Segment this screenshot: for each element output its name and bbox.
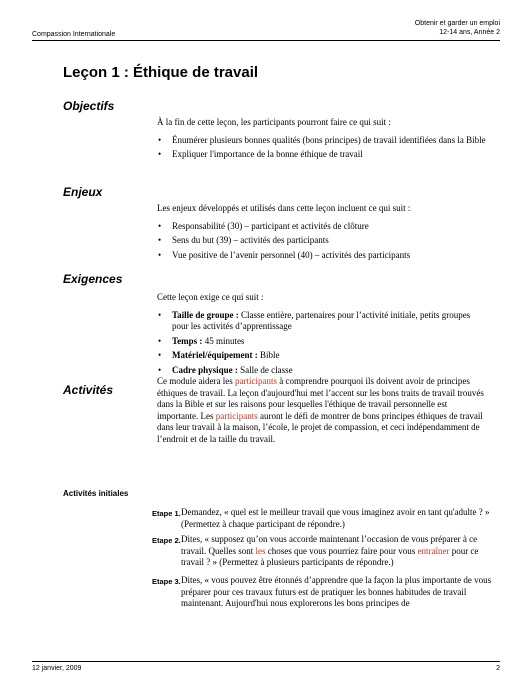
- section-body-enjeux: [157, 203, 487, 264]
- activites-paragraph: [157, 376, 487, 446]
- footer-page-number: 2: [496, 665, 500, 672]
- section-body-activites: [157, 376, 487, 446]
- step-3: [152, 575, 492, 610]
- item-label: Cadre physique :: [172, 364, 238, 375]
- text-run: auront le défi de montrer de bons principes éthiques de travail dans leur travail à la maison, l’école, le projet de compassion, et ceci indépendamment de l’endroit et de la taille du travail.: [157, 410, 483, 444]
- item-label: Taille de groupe :: [172, 309, 239, 320]
- step-label: Etape 2.: [152, 536, 181, 545]
- list-item: [157, 310, 487, 333]
- section-heading-exigences: Exigences: [63, 272, 123, 286]
- section-heading-enjeux: Enjeux: [63, 185, 103, 199]
- step-text: [152, 534, 492, 569]
- text-run: Dites, « supposez qu’on vous accorde maintenant l’occasion de vous préparer à ce travail. Quelles sont: [181, 534, 478, 556]
- text-run: choses que vous pourriez faire pour vous: [265, 545, 418, 556]
- step-text: Demandez, « quel est le meilleur travail que vous imaginez avoir en tant qu'adulte ? » (Permettez à chaque participant de répondre.): [181, 507, 490, 529]
- header-doc-title: Obtenir et garder un emploi: [414, 20, 500, 27]
- section-body-objectifs: [157, 117, 487, 164]
- list-item: • Expliquer l'importance de la bonne éthique de travail: [157, 149, 487, 161]
- enjeux-list: [157, 221, 487, 262]
- highlighted-word: entraîner: [417, 545, 450, 556]
- highlighted-word: les: [255, 545, 266, 556]
- text-run: pour ce travail ? » (Permettez à plusieurs participants de répondre.): [181, 545, 479, 568]
- exigences-list: [157, 310, 487, 377]
- header-doc-info: [415, 19, 500, 37]
- exigences-intro: Cette leçon exige ce qui suit :: [157, 292, 264, 302]
- text-run: Ce module aidera les: [157, 376, 235, 386]
- footer-rule: [32, 661, 500, 662]
- text-run: à comprendre pourquoi ils doivent avoir de principes éthiques de travail. La leçon d'aujourd'hui met l’accent sur les bons traits de travail trouvés dans la Bible et sur les raisons pour lesquelles l'éthique de travail personnelle est importante. Les: [157, 376, 484, 421]
- item-label: Temps :: [172, 335, 203, 346]
- list-item: [157, 365, 487, 377]
- objectifs-list: [157, 135, 487, 161]
- item-text: Classe entière, partenaires pour l’activité initiale, petits groupes pour les activités d’apprentissage: [172, 309, 471, 332]
- list-item: • Vue positive de l’avenir personnel (40) – activités des participants: [157, 250, 487, 262]
- step-1: [152, 507, 492, 530]
- section-heading-activites: Activités: [63, 383, 114, 397]
- section-body-exigences: [157, 292, 487, 380]
- item-text: 45 minutes: [202, 335, 245, 346]
- list-item: [157, 336, 487, 348]
- item-label: Matériel/équipement :: [172, 350, 258, 361]
- list-item: • Sens du but (39) – activités des participants: [157, 235, 487, 247]
- list-item: • Énumérer plusieurs bonnes qualités (bons principes) de travail identifiées dans la Bible: [157, 135, 487, 147]
- step-label: Etape 3.: [152, 577, 181, 586]
- item-text: Salle de classe: [237, 364, 293, 375]
- header-audience: 12-14 ans, Année 2: [439, 29, 500, 36]
- list-item: • Responsabilité (30) – participant et activités de clôture: [157, 221, 487, 233]
- step-2: [152, 534, 492, 569]
- section-heading-objectifs: Objectifs: [63, 99, 115, 113]
- list-item: [157, 350, 487, 362]
- objectifs-intro: À la fin de cette leçon, les participants pourront faire ce qui suit :: [157, 117, 391, 127]
- highlighted-word: participants: [215, 410, 258, 421]
- highlighted-word: participants: [234, 376, 277, 386]
- header-org: Compassion Internationale: [32, 31, 116, 38]
- step-label: Etape 1.: [152, 509, 181, 518]
- step-text: Dites, « vous pouvez être étonnés d’apprendre que la façon la plus importante de vous préparer pour ces travaux futurs est de pratiquer les bonnes habitudes de travail maintenant. Aujourd'hui nous explorerons les bons principes de: [181, 575, 492, 609]
- subheading-activites-initiales: Activités initiales: [63, 489, 129, 498]
- enjeux-intro: Les enjeux développés et utilisés dans cette leçon incluent ce qui suit :: [157, 203, 411, 213]
- item-text: Bible: [257, 350, 280, 361]
- footer-date: 12 janvier, 2009: [32, 665, 82, 672]
- lesson-title: Leçon 1 : Éthique de travail: [63, 64, 259, 81]
- header-rule: [32, 40, 500, 41]
